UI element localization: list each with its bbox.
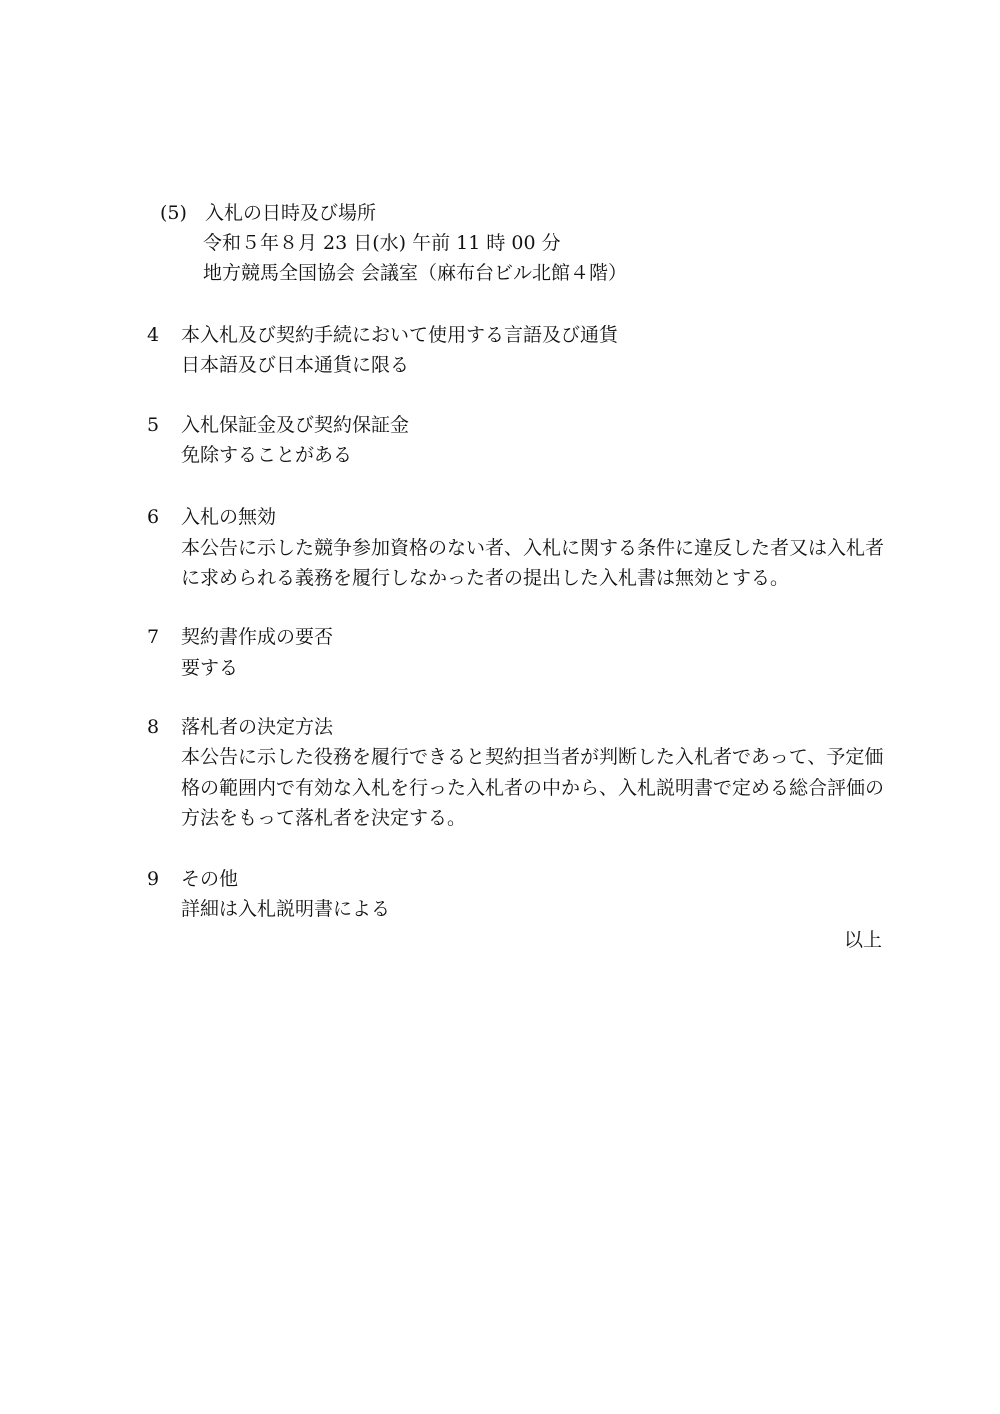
section-number: 5 <box>147 414 160 436</box>
section-number: 9 <box>147 868 160 890</box>
section-body-line: に求められる義務を履行しなかった者の提出した入札書は無効とする。 <box>181 567 790 589</box>
section-number: 7 <box>147 626 160 648</box>
section-heading: 入札保証金及び契約保証金 <box>181 414 410 436</box>
section-body-line: 本公告に示した役務を履行できると契約担当者が判断した入札者であって、予定価 <box>181 746 884 768</box>
subsection-line-place: 地方競馬全国協会 会議室（麻布台ビル北館４階） <box>203 262 628 284</box>
section-body-line: 免除することがある <box>181 444 353 466</box>
section-body-line: 詳細は入札説明書による <box>181 898 391 920</box>
closing-text: 以上 <box>843 929 882 951</box>
section-body-line: 方法をもって落札者を決定する。 <box>181 807 467 829</box>
section-number: 4 <box>147 324 160 346</box>
subsection-heading: 入札の日時及び場所 <box>205 202 377 224</box>
section-heading: 落札者の決定方法 <box>181 716 334 738</box>
section-number: 6 <box>147 506 160 528</box>
section-heading: 契約書作成の要否 <box>181 626 334 648</box>
section-body-line: 格の範囲内で有効な入札を行った入札者の中から、入札説明書で定める総合評価の <box>181 777 885 799</box>
section-body-line: 日本語及び日本通貨に限る <box>181 354 410 376</box>
section-heading: 入札の無効 <box>181 506 277 528</box>
section-body-line: 本公告に示した競争参加資格のない者、入札に関する条件に違反した者又は入札者 <box>181 537 885 559</box>
subsection-number: (5) <box>160 202 187 224</box>
section-heading: 本入札及び契約手続において使用する言語及び通貨 <box>181 324 619 346</box>
subsection-line-datetime: 令和５年８月 23 日(水) 午前 11 時 00 分 <box>203 232 561 254</box>
section-heading: その他 <box>181 868 239 890</box>
section-number: 8 <box>147 716 160 738</box>
section-body-line: 要する <box>181 657 239 679</box>
